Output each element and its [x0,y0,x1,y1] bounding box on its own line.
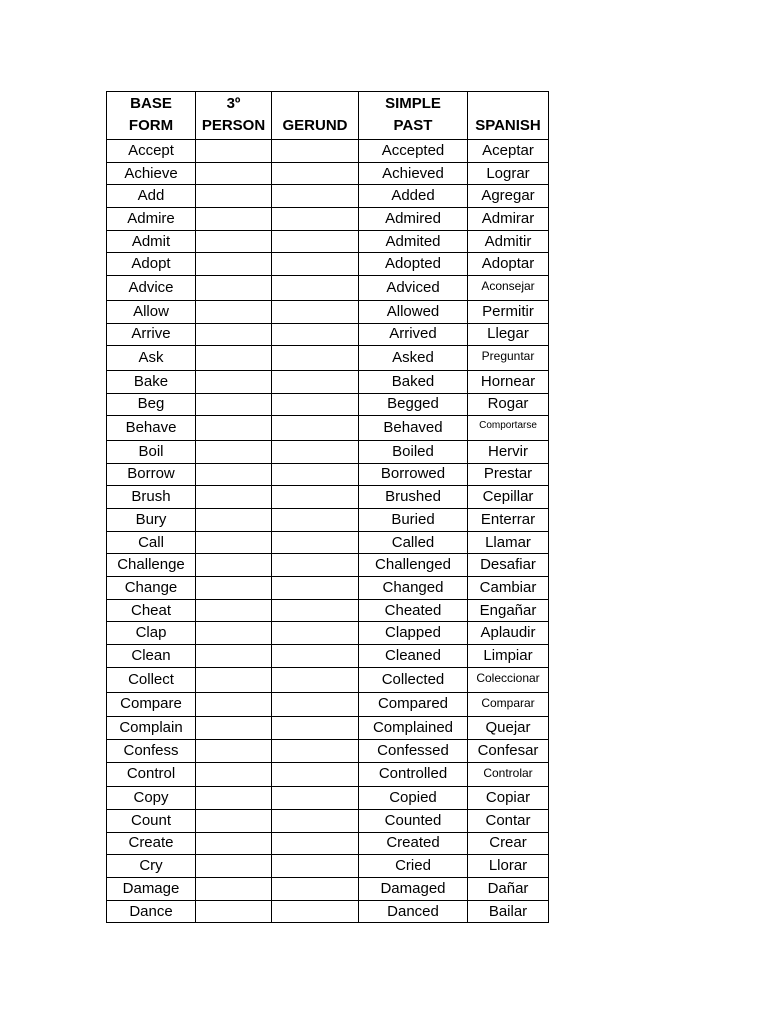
third-person-cell [196,162,272,185]
base-form-cell: Change [107,577,196,600]
spanish-cell: Comportarse [468,416,549,441]
third-person-cell [196,692,272,717]
base-form-cell: Compare [107,692,196,717]
base-form-cell: Add [107,185,196,208]
third-person-cell [196,900,272,923]
table-row [107,622,549,645]
spanish-cell: Contar [468,809,549,832]
base-form-cell: Beg [107,393,196,416]
table-row [107,577,549,600]
base-form-cell: Confess [107,739,196,762]
third-person-cell [196,300,272,323]
third-person-cell [196,554,272,577]
base-form-cell: Complain [107,717,196,740]
spanish-cell: Prestar [468,463,549,486]
spanish-cell: Limpiar [468,645,549,668]
third-person-cell [196,276,272,301]
third-person-cell [196,393,272,416]
gerund-cell [272,855,359,878]
header-third-person [196,92,272,140]
gerund-cell [272,599,359,622]
verb-table [106,91,549,923]
spanish-cell: Enterrar [468,509,549,532]
base-form-cell: Cheat [107,599,196,622]
gerund-cell [272,667,359,692]
simple-past-cell: Clapped [359,622,468,645]
simple-past-cell: Admired [359,208,468,231]
simple-past-cell: Cheated [359,599,468,622]
third-person-cell [196,762,272,787]
simple-past-cell: Admited [359,230,468,253]
table-row [107,809,549,832]
spanish-cell: Hornear [468,370,549,393]
gerund-cell [272,253,359,276]
simple-past-cell: Brushed [359,486,468,509]
spanish-cell: Permitir [468,300,549,323]
gerund-cell [272,140,359,163]
base-form-cell: Clean [107,645,196,668]
table-body [107,140,549,923]
table-row [107,253,549,276]
table-row [107,645,549,668]
simple-past-cell: Copied [359,787,468,810]
gerund-cell [272,486,359,509]
header-third-person-line2: PERSON [201,117,266,134]
simple-past-cell: Accepted [359,140,468,163]
third-person-cell [196,599,272,622]
simple-past-cell: Counted [359,809,468,832]
base-form-cell: Create [107,832,196,855]
base-form-cell: Brush [107,486,196,509]
base-form-cell: Control [107,762,196,787]
spanish-cell: Admitir [468,230,549,253]
spanish-cell: Llegar [468,323,549,346]
table-row [107,393,549,416]
simple-past-cell: Achieved [359,162,468,185]
gerund-cell [272,832,359,855]
header-gerund-label: GERUND [282,117,348,134]
simple-past-cell: Cleaned [359,645,468,668]
gerund-cell [272,230,359,253]
third-person-cell [196,855,272,878]
gerund-cell [272,762,359,787]
simple-past-cell: Baked [359,370,468,393]
third-person-cell [196,832,272,855]
third-person-cell [196,323,272,346]
gerund-cell [272,739,359,762]
table-row [107,855,549,878]
table-row [107,230,549,253]
table-row [107,692,549,717]
base-form-cell: Accept [107,140,196,163]
header-row [107,92,549,140]
base-form-cell: Copy [107,787,196,810]
base-form-cell: Clap [107,622,196,645]
spanish-cell: Preguntar [468,346,549,371]
third-person-cell [196,509,272,532]
spanish-cell: Controlar [468,762,549,787]
third-person-cell [196,622,272,645]
spanish-cell: Llorar [468,855,549,878]
simple-past-cell: Boiled [359,440,468,463]
third-person-cell [196,208,272,231]
base-form-cell: Challenge [107,554,196,577]
table-row [107,739,549,762]
table-row [107,878,549,901]
base-form-cell: Bury [107,509,196,532]
third-person-cell [196,230,272,253]
third-person-cell [196,531,272,554]
simple-past-cell: Adopted [359,253,468,276]
third-person-cell [196,486,272,509]
spanish-cell: Rogar [468,393,549,416]
spanish-cell: Copiar [468,787,549,810]
base-form-cell: Borrow [107,463,196,486]
spanish-cell: Cambiar [468,577,549,600]
header-base-form-line2: FORM [128,117,174,134]
simple-past-cell: Asked [359,346,468,371]
table-row [107,599,549,622]
simple-past-cell: Behaved [359,416,468,441]
simple-past-cell: Complained [359,717,468,740]
base-form-cell: Admit [107,230,196,253]
table-row [107,370,549,393]
simple-past-cell: Changed [359,577,468,600]
base-form-cell: Dance [107,900,196,923]
simple-past-cell: Adviced [359,276,468,301]
base-form-cell: Bake [107,370,196,393]
spanish-cell: Bailar [468,900,549,923]
third-person-cell [196,645,272,668]
gerund-cell [272,185,359,208]
header-simple-past-line1: SIMPLE [385,95,441,112]
simple-past-cell: Controlled [359,762,468,787]
third-person-cell [196,185,272,208]
header-gerund [272,92,359,140]
third-person-cell [196,787,272,810]
table-row [107,323,549,346]
table-row [107,162,549,185]
simple-past-cell: Begged [359,393,468,416]
simple-past-cell: Challenged [359,554,468,577]
base-form-cell: Damage [107,878,196,901]
spanish-cell: Aceptar [468,140,549,163]
spanish-cell: Cepillar [468,486,549,509]
simple-past-cell: Collected [359,667,468,692]
table-row [107,140,549,163]
table-row [107,346,549,371]
simple-past-cell: Allowed [359,300,468,323]
base-form-cell: Cry [107,855,196,878]
gerund-cell [272,577,359,600]
gerund-cell [272,878,359,901]
base-form-cell: Call [107,531,196,554]
gerund-cell [272,208,359,231]
gerund-cell [272,554,359,577]
table-row [107,717,549,740]
table-row [107,900,549,923]
table-row [107,463,549,486]
third-person-cell [196,370,272,393]
gerund-cell [272,393,359,416]
spanish-cell: Aconsejar [468,276,549,301]
table-row [107,509,549,532]
base-form-cell: Adopt [107,253,196,276]
header-spanish [468,92,549,140]
gerund-cell [272,440,359,463]
third-person-cell [196,463,272,486]
simple-past-cell: Added [359,185,468,208]
gerund-cell [272,531,359,554]
header-simple-past [359,92,468,140]
spanish-cell: Adoptar [468,253,549,276]
spanish-cell: Dañar [468,878,549,901]
header-base-form [107,92,196,140]
third-person-cell [196,577,272,600]
table-row [107,667,549,692]
table-row [107,762,549,787]
gerund-cell [272,692,359,717]
base-form-cell: Ask [107,346,196,371]
header-third-person-line1: 3º [226,95,241,112]
gerund-cell [272,370,359,393]
third-person-cell [196,140,272,163]
gerund-cell [272,276,359,301]
table-row [107,486,549,509]
base-form-cell: Count [107,809,196,832]
table-row [107,416,549,441]
simple-past-cell: Arrived [359,323,468,346]
spanish-cell: Crear [468,832,549,855]
spanish-cell: Lograr [468,162,549,185]
simple-past-cell: Confessed [359,739,468,762]
spanish-cell: Desafiar [468,554,549,577]
gerund-cell [272,300,359,323]
table-row [107,300,549,323]
gerund-cell [272,509,359,532]
spanish-cell: Hervir [468,440,549,463]
third-person-cell [196,809,272,832]
third-person-cell [196,346,272,371]
gerund-cell [272,323,359,346]
table-header [107,92,549,140]
simple-past-cell: Buried [359,509,468,532]
gerund-cell [272,900,359,923]
simple-past-cell: Compared [359,692,468,717]
table-row [107,440,549,463]
base-form-cell: Allow [107,300,196,323]
spanish-cell: Llamar [468,531,549,554]
spanish-cell: Quejar [468,717,549,740]
spanish-cell: Coleccionar [468,667,549,692]
gerund-cell [272,622,359,645]
gerund-cell [272,717,359,740]
gerund-cell [272,809,359,832]
spanish-cell: Agregar [468,185,549,208]
spanish-cell: Confesar [468,739,549,762]
gerund-cell [272,787,359,810]
simple-past-cell: Borrowed [359,463,468,486]
spanish-cell: Engañar [468,599,549,622]
third-person-cell [196,440,272,463]
gerund-cell [272,162,359,185]
third-person-cell [196,416,272,441]
header-spanish-label: SPANISH [475,117,541,134]
gerund-cell [272,346,359,371]
table-row [107,554,549,577]
spanish-cell: Comparar [468,692,549,717]
table-row [107,832,549,855]
base-form-cell: Behave [107,416,196,441]
base-form-cell: Arrive [107,323,196,346]
third-person-cell [196,878,272,901]
header-base-form-line1: BASE [130,95,172,112]
simple-past-cell: Created [359,832,468,855]
spanish-cell: Aplaudir [468,622,549,645]
third-person-cell [196,717,272,740]
third-person-cell [196,739,272,762]
base-form-cell: Achieve [107,162,196,185]
table-row [107,208,549,231]
header-simple-past-line2: PAST [393,117,433,134]
gerund-cell [272,416,359,441]
table-row [107,185,549,208]
third-person-cell [196,253,272,276]
base-form-cell: Advice [107,276,196,301]
simple-past-cell: Danced [359,900,468,923]
simple-past-cell: Damaged [359,878,468,901]
base-form-cell: Boil [107,440,196,463]
gerund-cell [272,645,359,668]
spanish-cell: Admirar [468,208,549,231]
table-row [107,276,549,301]
base-form-cell: Admire [107,208,196,231]
table-row [107,787,549,810]
gerund-cell [272,463,359,486]
simple-past-cell: Cried [359,855,468,878]
table-row [107,531,549,554]
third-person-cell [196,667,272,692]
simple-past-cell: Called [359,531,468,554]
base-form-cell: Collect [107,667,196,692]
